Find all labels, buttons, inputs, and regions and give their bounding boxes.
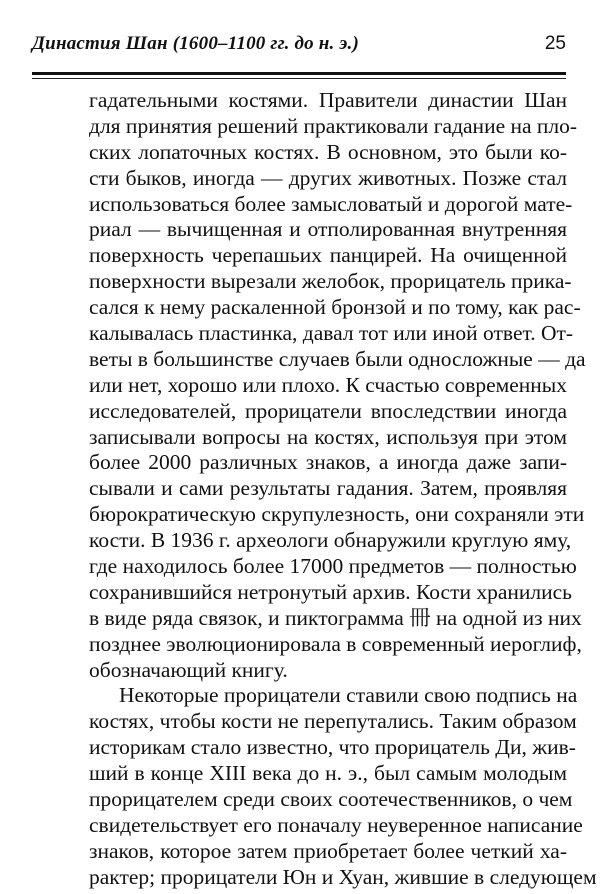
text-line: бюрократическую скрупулезность, они сохраняли эти: [89, 502, 585, 527]
text-line: костях, чтобы кости не перепутались. Таким образом: [89, 709, 577, 734]
text-line: калывалась пластинка, давал тот или иной ответ. От-: [89, 321, 574, 346]
text-line: для принятия решений практиковали гадание на пло-: [89, 113, 578, 138]
text-line: сохранившийся нетронутый архив. Кости хранились: [89, 579, 572, 604]
text-line: Некоторые прорицатели ставили свою подпись на: [119, 683, 578, 708]
text-line: или нет, хорошо или плохо. К счастью современных: [89, 372, 568, 397]
text-line: веты в большинстве случаев были односложные — да: [89, 346, 586, 371]
text-line: записывали вопросы на костях, используя при этом: [89, 424, 567, 449]
text-line: сался к нему раскаленной бронзой и по тому, как рас-: [89, 295, 581, 320]
header-rule-thin: [32, 78, 566, 79]
text-line: прорицателем среди своих соотечественников, о чем: [89, 787, 573, 812]
header-rule-thick: [32, 72, 566, 75]
text-line: риал — вычищенная и отполированная внутренняя: [89, 217, 567, 242]
text-line: ший в конце XIII века до н. э., был самым молодым: [89, 761, 567, 786]
running-header: [32, 33, 566, 59]
text-line: сти быков, иногда — других животных. Позже стал: [89, 165, 567, 190]
text-line: поверхности вырезали желобок, прорицатель прика-: [89, 269, 572, 294]
text-line: использоваться более замысловатый и дорогой мате-: [89, 191, 573, 216]
text-line: ских лопаточных костях. В основном, это были ко-: [89, 139, 567, 164]
text-line: сывали и сами результаты гадания. Затем, проявляя: [89, 476, 567, 501]
page-number: 25: [544, 33, 566, 54]
text-line: поверхность черепашьих панцирей. На очищенной: [89, 243, 567, 268]
text-line: знаков, которое затем приобретает более четкий ха-: [89, 838, 567, 863]
running-title: Династия Шан (1600–1100 гг. до н. э.): [32, 33, 359, 54]
text-line: гадательными костями. Правители династии Шан: [89, 88, 567, 112]
text-line: рактер; прорицатели Юн и Хуан, жившие в следующем: [89, 864, 597, 889]
body-text: [89, 88, 597, 891]
text-line: свидетельствует его поначалу неуверенное написание: [89, 812, 583, 837]
text-line: в виде ряда связок, и пиктограмма 冊 на одной из них: [89, 605, 582, 630]
text-line: исследователей, прорицатели впоследствии иногда: [89, 398, 567, 423]
text-line: позднее эволюционировала в современный иероглиф,: [89, 631, 582, 656]
text-line: кости. В 1936 г. археологи обнаружили круглую яму,: [89, 528, 572, 553]
text-line: где находилось более 17000 предметов — полностью: [89, 554, 577, 579]
text-line: обозначающий книгу.: [89, 657, 288, 682]
text-line: более 2000 различных знаков, а иногда даже запи-: [89, 450, 567, 475]
text-line: историкам стало известно, что прорицатель Ди, жив-: [89, 735, 576, 760]
